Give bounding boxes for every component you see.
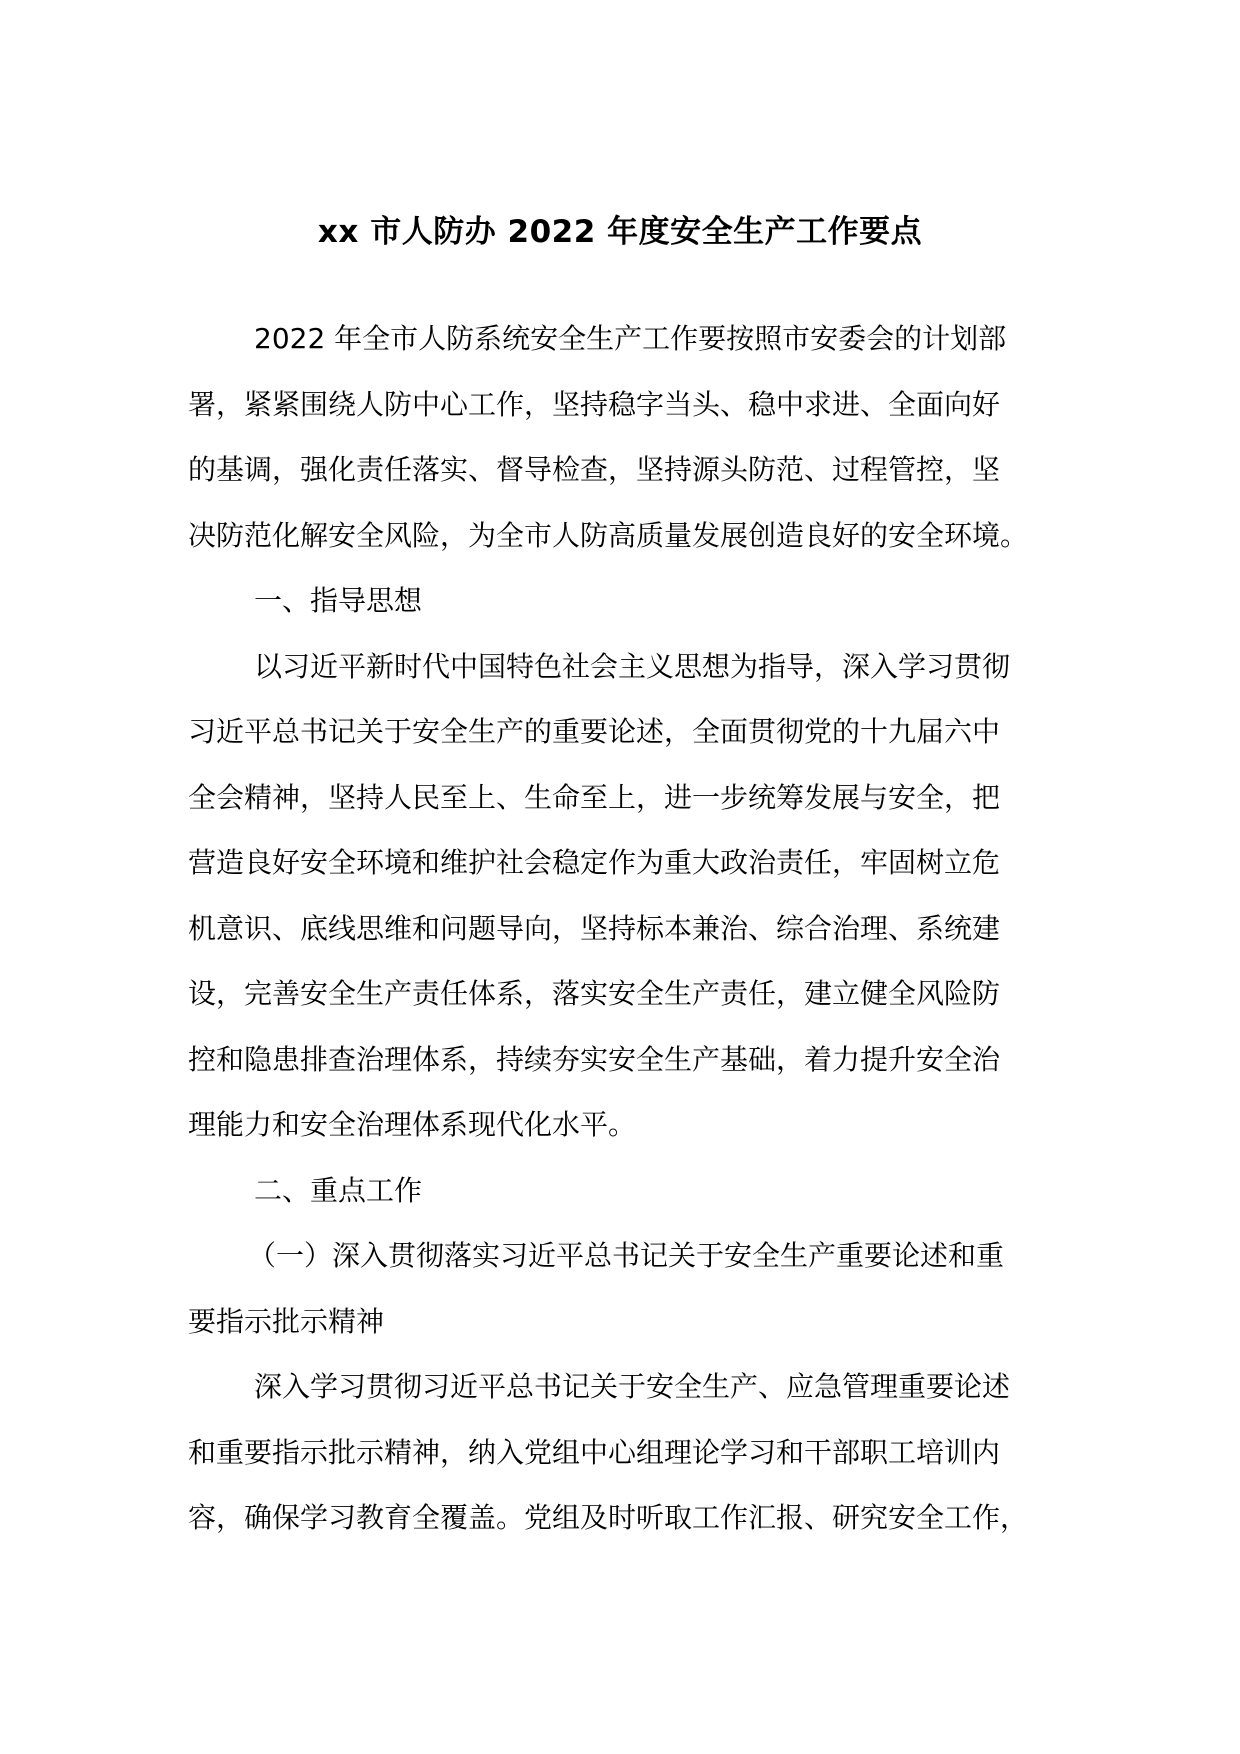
subsection-heading: 要指示批示精神 — [188, 1304, 385, 1338]
document-title: xx 市人防办 2022 年度安全生产工作要点 — [317, 214, 923, 250]
body-line: 营造良好安全环境和维护社会稳定作为重大政治责任，牢固树立危 — [188, 846, 1001, 879]
body-line: 习近平总书记关于安全生产的重要论述，全面贯彻党的十九届六中 — [188, 715, 1001, 748]
body-line: 容，确保学习教育全覆盖。党组及时听取工作汇报、研究安全工作， — [188, 1501, 1029, 1534]
section-heading: 二、重点工作 — [254, 1173, 423, 1207]
body-line: 设，完善安全生产责任体系，落实安全生产责任，建立健全风险防 — [188, 977, 1001, 1010]
body-line: 理能力和安全治理体系现代化水平。 — [188, 1108, 637, 1141]
body-line: 的基调，强化责任落实、督导检查，坚持源头防范、过程管控，坚 — [188, 453, 1001, 486]
body-line: 机意识、底线思维和问题导向，坚持标本兼治、综合治理、系统建 — [188, 911, 1001, 945]
body-line: 控和隐患排查治理体系，持续夯实安全生产基础，着力提升安全治 — [188, 1042, 1001, 1076]
body-line: 和重要指示批示精神，纳入党组中心组理论学习和干部职工培训内 — [188, 1435, 1001, 1469]
document-body — [188, 306, 1066, 1551]
body-line: 深入学习贯彻习近平总书记关于安全生产、应急管理重要论述 — [254, 1370, 1011, 1403]
section-heading: 一、指导思想 — [254, 584, 423, 617]
body-line: 全会精神，坚持人民至上、生命至上，进一步统筹发展与安全，把 — [188, 780, 1001, 814]
body-line: 决防范化解安全风险，为全市人防高质量发展创造良好的安全环境。 — [188, 518, 1029, 552]
body-line: 以习近平新时代中国特色社会主义思想为指导，深入学习贯彻 — [254, 649, 1011, 683]
subsection-heading: （一）深入贯彻落实习近平总书记关于安全生产重要论述和重 — [248, 1239, 1005, 1272]
body-line: 2022 年全市人防系统安全生产工作要按照市安委会的计划部 — [254, 322, 1007, 355]
body-line: 署，紧紧围绕人防中心工作，坚持稳字当头、稳中求进、全面向好 — [188, 387, 1001, 421]
